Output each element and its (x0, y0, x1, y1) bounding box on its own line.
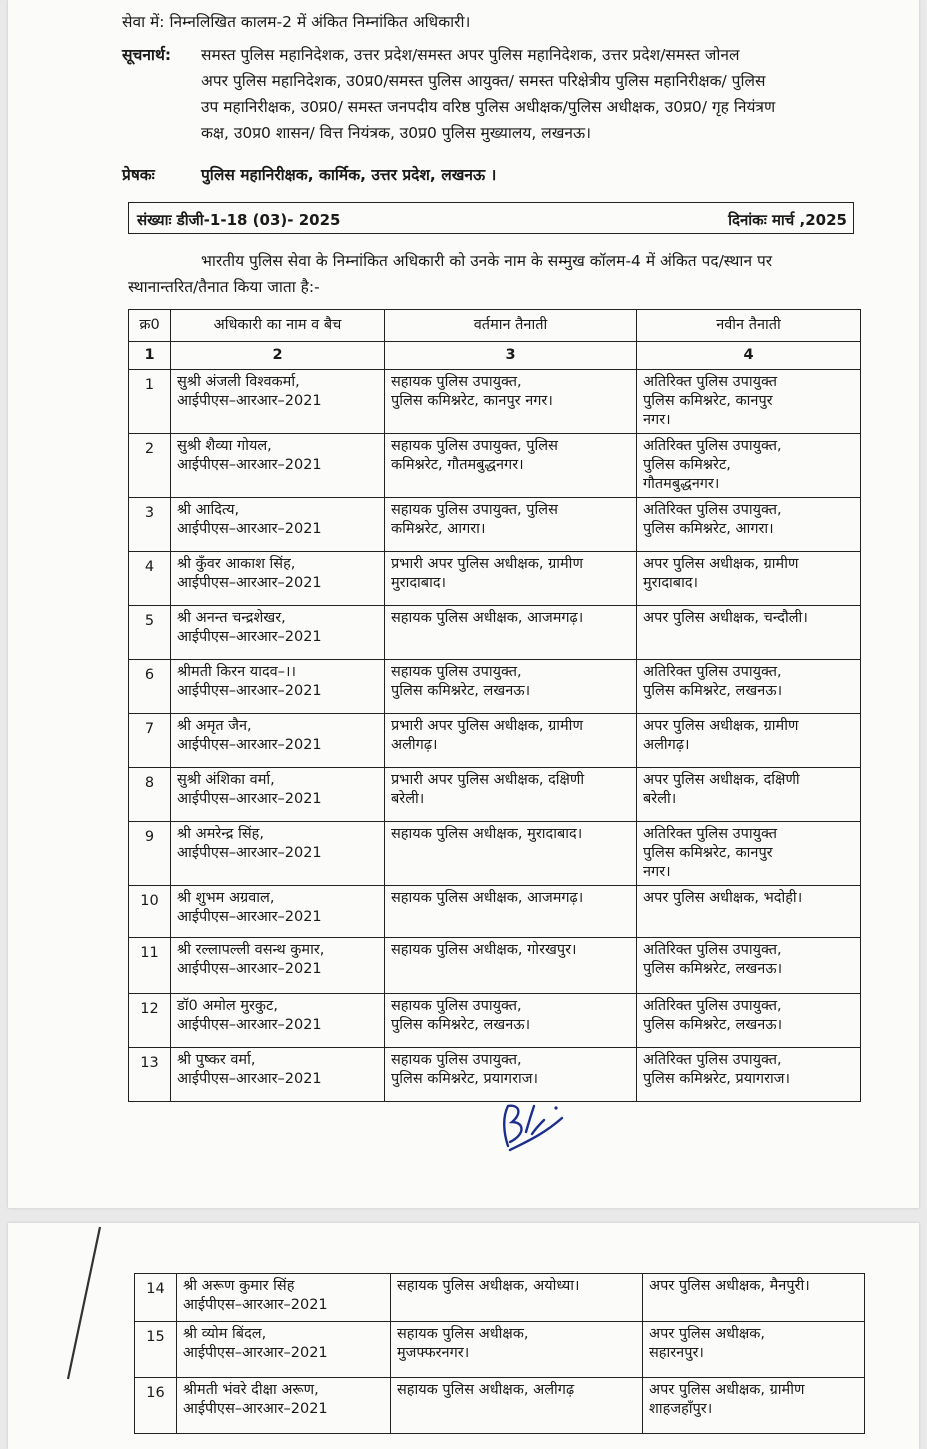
current-posting-line: प्रभारी अपर पुलिस अधीक्षक, ग्रामीण (391, 556, 583, 572)
header-sno: क्र0 (129, 310, 171, 342)
current-posting-line: सहायक पुलिस अधीक्षक, अयोध्या। (397, 1278, 580, 1294)
cell-current-posting (391, 1322, 643, 1378)
new-posting-line: मुरादाबाद। (643, 575, 699, 591)
cell-officer (171, 606, 385, 660)
cell-new-posting (637, 714, 861, 768)
table-row (129, 938, 861, 994)
new-posting-line: अतिरिक्त पुलिस उपायुक्त (643, 374, 778, 390)
cell-new-posting (637, 768, 861, 822)
cell-new-posting (643, 1322, 865, 1378)
cell-officer (177, 1378, 391, 1434)
table-row (129, 370, 861, 434)
new-posting-line: पुलिस कमिश्नरेट, कानपुर (643, 393, 773, 409)
col-number-3: 3 (385, 342, 637, 370)
cell-officer (171, 938, 385, 994)
cell-new-posting (643, 1274, 865, 1322)
current-posting-line: सहायक पुलिस उपायुक्त, पुलिस (391, 438, 558, 454)
cell-sno: 10 (129, 886, 171, 938)
cell-sno: 7 (129, 714, 171, 768)
current-posting-line: सहायक पुलिस अधीक्षक, (397, 1326, 529, 1342)
cell-current-posting (385, 370, 637, 434)
officer-batch: आईपीएस–आरआर–2021 (177, 909, 322, 925)
officer-name: श्रीमती किरन यादव–।। (177, 664, 296, 680)
current-posting-line: सहायक पुलिस उपायुक्त, (391, 1052, 522, 1068)
officer-name: श्री आदित्य, (177, 502, 240, 518)
header-new-posting: नवीन तैनाती (637, 310, 861, 342)
table-row (135, 1378, 865, 1434)
addressee-line: सेवा में: निम्नलिखित कालम-2 में अंकित निम्नांकित अधिकारी। (122, 13, 471, 31)
new-posting-line: अतिरिक्त पुलिस उपायुक्त, (643, 438, 782, 454)
new-posting-line: अतिरिक्त पुलिस उपायुक्त, (643, 1052, 782, 1068)
current-posting-line: पुलिस कमिश्नरेट, लखनऊ। (391, 683, 531, 699)
current-posting-line: मुजफ्फरनगर। (397, 1345, 470, 1361)
current-posting-line: सहायक पुलिस उपायुक्त, पुलिस (391, 502, 558, 518)
cell-sno: 9 (129, 822, 171, 886)
cell-sno: 14 (135, 1274, 177, 1322)
suchnarth-line-4: कक्ष, उ0प्र0 शासन/ वित्त नियंत्रक, उ0प्र0 पुलिस मुख्यालय, लखनऊ। (201, 124, 592, 142)
cell-current-posting (385, 994, 637, 1048)
new-posting-line: अपर पुलिस अधीक्षक, भदोही। (643, 890, 803, 906)
officer-name: श्री अमृत जैन, (177, 718, 252, 734)
table-row (129, 434, 861, 498)
cell-officer (171, 1048, 385, 1102)
suchnarth-line-2: अपर पुलिस महानिदेशक, उ0प्र0/समस्त पुलिस आयुक्त/ समस्त परिक्षेत्रीय पुलिस महानिरीक्षक/ पुलिस (201, 72, 766, 90)
intro-line-2: स्थानान्तरित/तैनात किया जाता है:- (128, 278, 320, 296)
officer-name: श्री शुभम अग्रवाल, (177, 890, 275, 906)
table-body-page-2 (135, 1274, 865, 1434)
cell-current-posting (391, 1378, 643, 1434)
current-posting-line: कमिश्नरेट, आगरा। (391, 521, 486, 537)
cell-new-posting (637, 1048, 861, 1102)
officer-batch: आईपीएस–आरआर–2021 (177, 521, 322, 537)
reference-date: दिनांकः मार्च ,2025 (728, 211, 847, 229)
cell-new-posting (643, 1378, 865, 1434)
officer-batch: आईपीएस–आरआर–2021 (183, 1401, 328, 1417)
new-posting-line: पुलिस कमिश्नरेट, (643, 457, 731, 473)
new-posting-line: सहारनपुर। (649, 1345, 704, 1361)
cell-new-posting (637, 660, 861, 714)
cell-sno: 12 (129, 994, 171, 1048)
cell-officer (171, 714, 385, 768)
current-posting-line: सहायक पुलिस अधीक्षक, आजमगढ़। (391, 610, 584, 626)
cell-new-posting (637, 606, 861, 660)
table-row (129, 886, 861, 938)
cell-sno: 2 (129, 434, 171, 498)
officer-name: डॉ0 अमोल मुरकुट, (177, 998, 278, 1014)
cell-sno: 15 (135, 1322, 177, 1378)
cell-current-posting (385, 660, 637, 714)
cell-sno: 13 (129, 1048, 171, 1102)
sender-value: पुलिस महानिरीक्षक, कार्मिक, उत्तर प्रदेश, लखनऊ । (201, 166, 497, 184)
officer-batch: आईपीएस–आरआर–2021 (177, 575, 322, 591)
current-posting-line: मुरादाबाद। (391, 575, 447, 591)
table-row (129, 714, 861, 768)
suchnarth-label: सूचनार्थ: (122, 46, 172, 64)
officer-name: सुश्री अंशिका वर्मा, (177, 772, 275, 788)
current-posting-line: कमिश्नरेट, गौतमबुद्धनगर। (391, 457, 524, 473)
cell-current-posting (391, 1274, 643, 1322)
cell-officer (177, 1322, 391, 1378)
officer-name: श्रीमती भंवरे दीक्षा अरूण, (183, 1382, 319, 1398)
new-posting-line: अपर पुलिस अधीक्षक, (649, 1326, 765, 1342)
officer-name: श्री अरूण कुमार सिंह (183, 1278, 295, 1294)
cell-sno: 11 (129, 938, 171, 994)
current-posting-line: पुलिस कमिश्नरेट, प्रयागराज। (391, 1071, 539, 1087)
header-name: अधिकारी का नाम व बैच (171, 310, 385, 342)
cell-new-posting (637, 370, 861, 434)
cell-current-posting (385, 886, 637, 938)
cell-new-posting (637, 434, 861, 498)
officer-batch: आईपीएस–आरआर–2021 (177, 393, 322, 409)
current-posting-line: सहायक पुलिस अधीक्षक, अलीगढ़ (397, 1382, 575, 1398)
cell-current-posting (385, 434, 637, 498)
current-posting-line: अलीगढ़। (391, 737, 438, 753)
cell-sno: 16 (135, 1378, 177, 1434)
cell-officer (171, 768, 385, 822)
table-body-page-1 (129, 370, 861, 1102)
cell-sno: 5 (129, 606, 171, 660)
cell-sno: 8 (129, 768, 171, 822)
officer-batch: आईपीएस–आरआर–2021 (183, 1297, 328, 1313)
new-posting-line: पुलिस कमिश्नरेट, आगरा। (643, 521, 774, 537)
officer-batch: आईपीएस–आरआर–2021 (183, 1345, 328, 1361)
document-page-1 (8, 0, 919, 1208)
new-posting-line: अपर पुलिस अधीक्षक, ग्रामीण (643, 556, 799, 572)
table-row (129, 498, 861, 552)
cell-current-posting (385, 1048, 637, 1102)
officer-batch: आईपीएस–आरआर–2021 (177, 1017, 322, 1033)
officer-name: श्री रल्लापल्ली वसन्थ कुमार, (177, 942, 325, 958)
officer-name: श्री कुँवर आकाश सिंह, (177, 556, 296, 572)
cell-officer (171, 552, 385, 606)
cell-current-posting (385, 606, 637, 660)
officer-batch: आईपीएस–आरआर–2021 (177, 737, 322, 753)
new-posting-line: पुलिस कमिश्नरेट, प्रयागराज। (643, 1071, 791, 1087)
new-posting-line: अपर पुलिस अधीक्षक, ग्रामीण (649, 1382, 805, 1398)
cell-current-posting (385, 714, 637, 768)
table-row (135, 1322, 865, 1378)
cell-new-posting (637, 498, 861, 552)
officer-name: श्री अनन्त चन्द्रशेखर, (177, 610, 286, 626)
cell-new-posting (637, 994, 861, 1048)
cell-current-posting (385, 552, 637, 606)
reference-number: संख्याः डीजी-1-18 (03)- 2025 (137, 211, 341, 229)
suchnarth-line-3: उप महानिरीक्षक, उ0प्र0/ समस्त जनपदीय वरिष्ठ पुलिस अधीक्षक/पुलिस अधीक्षक, उ0प्र0/ गृह नियंत्रण (201, 98, 776, 116)
cell-current-posting (385, 768, 637, 822)
cell-officer (171, 994, 385, 1048)
officer-name: सुश्री शैव्या गोयल, (177, 438, 272, 454)
cell-officer (171, 886, 385, 938)
table-row (129, 606, 861, 660)
cell-sno: 6 (129, 660, 171, 714)
table-row (129, 768, 861, 822)
officer-batch: आईपीएस–आरआर–2021 (177, 845, 322, 861)
current-posting-line: सहायक पुलिस उपायुक्त, (391, 664, 522, 680)
table-row (129, 994, 861, 1048)
new-posting-line: अतिरिक्त पुलिस उपायुक्त (643, 826, 778, 842)
new-posting-line: अतिरिक्त पुलिस उपायुक्त, (643, 998, 782, 1014)
officer-name: सुश्री अंजली विश्वकर्मा, (177, 374, 300, 390)
suchnarth-line-1: समस्त पुलिस महानिदेशक, उत्तर प्रदेश/समस्त अपर पुलिस महानिदेशक, उत्तर प्रदेश/समस्त जोनल (201, 46, 740, 64)
cell-officer (171, 370, 385, 434)
table-row (129, 552, 861, 606)
cell-sno: 3 (129, 498, 171, 552)
current-posting-line: सहायक पुलिस उपायुक्त, (391, 998, 522, 1014)
col-number-4: 4 (637, 342, 861, 370)
current-posting-line: सहायक पुलिस अधीक्षक, गोरखपुर। (391, 942, 577, 958)
col-number-2: 2 (171, 342, 385, 370)
new-posting-line: नगर। (643, 412, 671, 428)
officer-name: श्री अमरेन्द्र सिंह, (177, 826, 264, 842)
current-posting-line: पुलिस कमिश्नरेट, कानपुर नगर। (391, 393, 553, 409)
new-posting-line: अपर पुलिस अधीक्षक, दक्षिणी (643, 772, 800, 788)
new-posting-line: अतिरिक्त पुलिस उपायुक्त, (643, 502, 782, 518)
reference-box (128, 202, 854, 234)
sender-label: प्रेषकः (122, 166, 155, 184)
new-posting-line: पुलिस कमिश्नरेट, कानपुर (643, 845, 773, 861)
new-posting-line: अतिरिक्त पुलिस उपायुक्त, (643, 942, 782, 958)
new-posting-line: नगर। (643, 864, 671, 880)
table-row (129, 660, 861, 714)
current-posting-line: सहायक पुलिस अधीक्षक, आजमगढ़। (391, 890, 584, 906)
col-number-1: 1 (129, 342, 171, 370)
cell-current-posting (385, 822, 637, 886)
officer-batch: आईपीएस–आरआर–2021 (177, 683, 322, 699)
cell-officer (171, 660, 385, 714)
new-posting-line: अपर पुलिस अधीक्षक, ग्रामीण (643, 718, 799, 734)
officer-batch: आईपीएस–आरआर–2021 (177, 1071, 322, 1087)
new-posting-line: पुलिस कमिश्नरेट, लखनऊ। (643, 683, 783, 699)
header-current-posting: वर्तमान तैनाती (385, 310, 637, 342)
cell-officer (171, 434, 385, 498)
officer-batch: आईपीएस–आरआर–2021 (177, 457, 322, 473)
officer-batch: आईपीएस–आरआर–2021 (177, 629, 322, 645)
transfer-table-page-1 (128, 309, 861, 1102)
cell-officer (171, 822, 385, 886)
table-row (129, 822, 861, 886)
current-posting-line: बरेली। (391, 791, 425, 807)
column-number-row (129, 342, 861, 370)
new-posting-line: अलीगढ़। (643, 737, 690, 753)
current-posting-line: प्रभारी अपर पुलिस अधीक्षक, दक्षिणी (391, 772, 585, 788)
new-posting-line: अतिरिक्त पुलिस उपायुक्त, (643, 664, 782, 680)
current-posting-line: प्रभारी अपर पुलिस अधीक्षक, ग्रामीण (391, 718, 583, 734)
new-posting-line: अपर पुलिस अधीक्षक, मैनपुरी। (649, 1278, 810, 1294)
intro-line-1: भारतीय पुलिस सेवा के निम्नांकित अधिकारी को उनके नाम के सम्मुख कॉलम-4 में अंकित पद/स्थान पर (201, 252, 773, 270)
cell-officer (171, 498, 385, 552)
cell-officer (177, 1274, 391, 1322)
handwritten-signature-icon (496, 1098, 568, 1158)
new-posting-line: अपर पुलिस अधीक्षक, चन्दौली। (643, 610, 808, 626)
current-posting-line: पुलिस कमिश्नरेट, लखनऊ। (391, 1017, 531, 1033)
document-page-2 (8, 1223, 919, 1449)
cell-sno: 1 (129, 370, 171, 434)
new-posting-line: बरेली। (643, 791, 677, 807)
officer-batch: आईपीएस–आरआर–2021 (177, 791, 322, 807)
cell-sno: 4 (129, 552, 171, 606)
officer-name: श्री पुष्कर वर्मा, (177, 1052, 256, 1068)
transfer-table-page-2 (134, 1273, 865, 1434)
cell-current-posting (385, 498, 637, 552)
cell-current-posting (385, 938, 637, 994)
officer-name: श्री व्योम बिंदल, (183, 1326, 267, 1342)
new-posting-line: गौतमबुद्धनगर। (643, 476, 720, 492)
new-posting-line: पुलिस कमिश्नरेट, लखनऊ। (643, 1017, 783, 1033)
current-posting-line: सहायक पुलिस उपायुक्त, (391, 374, 522, 390)
table-header-row (129, 310, 861, 342)
table-row (135, 1274, 865, 1322)
table-row (129, 1048, 861, 1102)
current-posting-line: सहायक पुलिस अधीक्षक, मुरादाबाद। (391, 826, 583, 842)
cell-new-posting (637, 552, 861, 606)
new-posting-line: शाहजहाँपुर। (649, 1401, 713, 1417)
cell-new-posting (637, 938, 861, 994)
pen-mark-icon (64, 1223, 104, 1383)
officer-batch: आईपीएस–आरआर–2021 (177, 961, 322, 977)
new-posting-line: पुलिस कमिश्नरेट, लखनऊ। (643, 961, 783, 977)
cell-new-posting (637, 822, 861, 886)
cell-new-posting (637, 886, 861, 938)
